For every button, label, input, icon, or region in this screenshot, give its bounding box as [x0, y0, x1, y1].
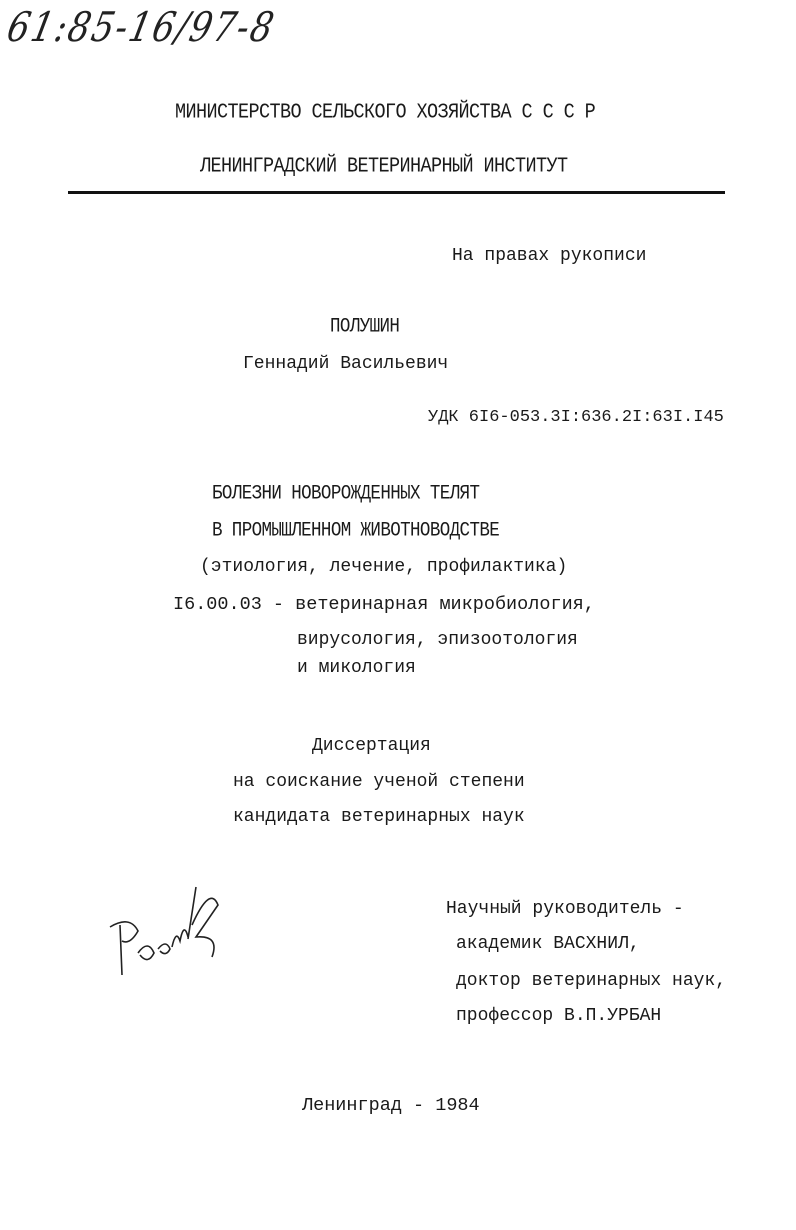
specialty-line-3: и микология: [297, 658, 416, 678]
supervisor-line-2: академик ВАСХНИЛ,: [456, 934, 640, 954]
supervisor-line-3: доктор ветеринарных наук,: [456, 971, 727, 991]
specialty-line-2: вирусология, эпизоотология: [297, 630, 578, 650]
title-line-3: (этиология, лечение, профилактика): [200, 557, 568, 577]
manuscript-note: На правах рукописи: [452, 246, 647, 266]
supervisor-line-4: профессор В.П.УРБАН: [456, 1006, 662, 1026]
place-and-year: Ленинград - 1984: [302, 1095, 480, 1116]
degree-line-1: Диссертация: [312, 736, 431, 756]
title-line-1: БОЛЕЗНИ НОВОРОЖДЕННЫХ ТЕЛЯТ: [212, 482, 480, 506]
udc-code: УДК 6I6-053.3I:636.2I:63I.I45: [428, 408, 724, 427]
author-name: Геннадий Васильевич: [243, 354, 449, 374]
header-divider: [68, 191, 725, 194]
supervisor-line-1: Научный руководитель -: [446, 899, 684, 919]
author-signature: [100, 865, 230, 985]
specialty-line-1: I6.00.03 - ветеринарная микробиология,: [173, 594, 595, 615]
handwritten-archive-number: 61:85-16/97-8: [2, 3, 280, 52]
title-line-2: В ПРОМЫШЛЕННОМ ЖИВОТНОВОДСТВЕ: [212, 519, 500, 543]
degree-line-3: кандидата ветеринарных наук: [233, 807, 525, 827]
ministry-heading: МИНИСТЕРСТВО СЕЛЬСКОГО ХОЗЯЙСТВА С С С Р: [175, 100, 596, 125]
degree-line-2: на соискание ученой степени: [233, 772, 525, 792]
institute-heading: ЛЕНИНГРАДСКИЙ ВЕТЕРИНАРНЫЙ ИНСТИТУТ: [200, 154, 568, 179]
author-surname: ПОЛУШИН: [330, 315, 400, 339]
